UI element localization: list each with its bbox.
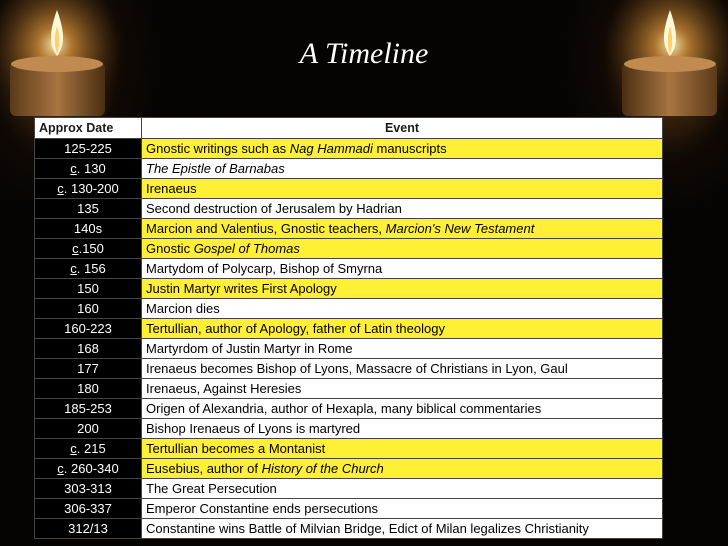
event-cell — [142, 519, 663, 539]
event-cell — [142, 199, 663, 219]
date-cell — [35, 459, 142, 479]
event-cell — [142, 479, 663, 499]
date-text: 160 — [77, 300, 99, 316]
date-circa-prefix: c — [57, 460, 64, 476]
table-row — [35, 179, 663, 199]
event-cell — [142, 439, 663, 459]
date-cell — [35, 219, 142, 239]
date-text: .150 — [78, 240, 104, 256]
table-row — [35, 259, 663, 279]
event-text: Eusebius, author of — [146, 460, 262, 476]
date-circa-prefix: c — [57, 180, 64, 196]
date-cell — [35, 279, 142, 299]
table-row — [35, 479, 663, 499]
table-row — [35, 359, 663, 379]
table-row — [35, 159, 663, 179]
event-text: Constantine wins Battle of Milvian Bridge, Edict of Milan legalizes Christianity — [146, 520, 589, 536]
date-text: . 260-340 — [63, 460, 119, 476]
date-circa-prefix: c — [70, 440, 77, 456]
date-text: 168 — [77, 340, 99, 356]
date-cell — [35, 179, 142, 199]
date-cell — [35, 239, 142, 259]
table-row — [35, 319, 663, 339]
date-circa-prefix: c — [72, 240, 79, 256]
table-row — [35, 339, 663, 359]
date-text: 185-253 — [64, 400, 112, 416]
event-italic-text: History of the Church — [261, 460, 384, 476]
event-cell — [142, 499, 663, 519]
date-text: 303-313 — [64, 480, 112, 496]
table-row — [35, 419, 663, 439]
date-text: . 130-200 — [63, 180, 119, 196]
event-cell — [142, 459, 663, 479]
event-italic-text: Nag Hammadi — [289, 140, 373, 156]
event-text: manuscripts — [372, 140, 447, 156]
date-text: 177 — [77, 360, 99, 376]
event-text: Second destruction of Jerusalem by Hadrian — [146, 200, 402, 216]
event-italic-text: Gospel of Thomas — [193, 240, 300, 256]
timeline-body — [35, 139, 663, 539]
table-row — [35, 459, 663, 479]
event-text: Martyrdom of Justin Martyr in Rome — [146, 340, 353, 356]
date-text: 200 — [77, 420, 99, 436]
table-row — [35, 399, 663, 419]
event-text: Irenaeus — [146, 180, 197, 196]
table-row — [35, 299, 663, 319]
date-cell — [35, 399, 142, 419]
event-cell — [142, 179, 663, 199]
header-event: Event — [142, 118, 663, 139]
event-cell — [142, 319, 663, 339]
event-cell — [142, 339, 663, 359]
date-cell — [35, 479, 142, 499]
event-text: The Great Persecution — [146, 480, 277, 496]
event-text: Irenaeus, Against Heresies — [146, 380, 302, 396]
date-text: 312/13 — [68, 520, 108, 536]
date-cell — [35, 359, 142, 379]
event-cell — [142, 419, 663, 439]
date-cell — [35, 379, 142, 399]
date-cell — [35, 519, 142, 539]
date-text: 125-225 — [64, 140, 112, 156]
table-row — [35, 279, 663, 299]
event-text: Gnostic — [146, 240, 194, 256]
date-text: . 215 — [76, 440, 106, 456]
date-text: 160-223 — [64, 320, 112, 336]
table-row — [35, 139, 663, 159]
event-italic-text: Marcion's New Testament — [385, 220, 535, 236]
date-text: 140s — [73, 220, 103, 236]
date-text: 150 — [77, 280, 99, 296]
event-cell — [142, 359, 663, 379]
date-cell — [35, 199, 142, 219]
table-row — [35, 499, 663, 519]
table-row — [35, 439, 663, 459]
date-cell — [35, 339, 142, 359]
event-italic-text: The Epistle of Barnabas — [146, 160, 285, 176]
date-text: 306-337 — [64, 500, 112, 516]
header-approx-date: Approx Date — [35, 118, 142, 139]
date-cell — [35, 139, 142, 159]
event-cell — [142, 379, 663, 399]
date-cell — [35, 319, 142, 339]
date-circa-prefix: c — [70, 160, 77, 176]
table-row — [35, 239, 663, 259]
table-header-row — [35, 118, 663, 139]
event-text: Tertullian becomes a Montanist — [146, 440, 326, 456]
event-text: Tertullian, author of Apology, father of Latin theology — [146, 320, 445, 336]
timeline-table — [34, 117, 663, 539]
event-cell — [142, 159, 663, 179]
event-cell — [142, 279, 663, 299]
event-text: Justin Martyr writes First Apology — [146, 280, 337, 296]
event-cell — [142, 399, 663, 419]
event-cell — [142, 299, 663, 319]
event-text: Irenaeus becomes Bishop of Lyons, Massacre of Christians in Lyon, Gaul — [146, 360, 568, 376]
event-text: Gnostic writings such as — [146, 140, 290, 156]
table-row — [35, 199, 663, 219]
event-text: Bishop Irenaeus of Lyons is martyred — [146, 420, 361, 436]
date-cell — [35, 499, 142, 519]
event-cell — [142, 219, 663, 239]
event-text: Origen of Alexandria, author of Hexapla, many biblical commentaries — [146, 400, 542, 416]
slide-title: A Timeline — [299, 37, 429, 70]
date-cell — [35, 299, 142, 319]
date-text: . 156 — [76, 260, 106, 276]
event-cell — [142, 259, 663, 279]
table-row — [35, 519, 663, 539]
table-row — [35, 219, 663, 239]
date-cell — [35, 419, 142, 439]
event-text: Emperor Constantine ends persecutions — [146, 500, 378, 516]
event-text: Martydom of Polycarp, Bishop of Smyrna — [146, 260, 383, 276]
event-cell — [142, 239, 663, 259]
date-text: 135 — [77, 200, 99, 216]
date-text: . 130 — [76, 160, 106, 176]
date-circa-prefix: c — [70, 260, 77, 276]
date-cell — [35, 259, 142, 279]
event-text: Marcion dies — [146, 300, 220, 316]
table-row — [35, 379, 663, 399]
date-cell — [35, 439, 142, 459]
date-text: 180 — [77, 380, 99, 396]
event-cell — [142, 139, 663, 159]
date-cell — [35, 159, 142, 179]
event-text: Marcion and Valentius, Gnostic teachers, — [146, 220, 386, 236]
